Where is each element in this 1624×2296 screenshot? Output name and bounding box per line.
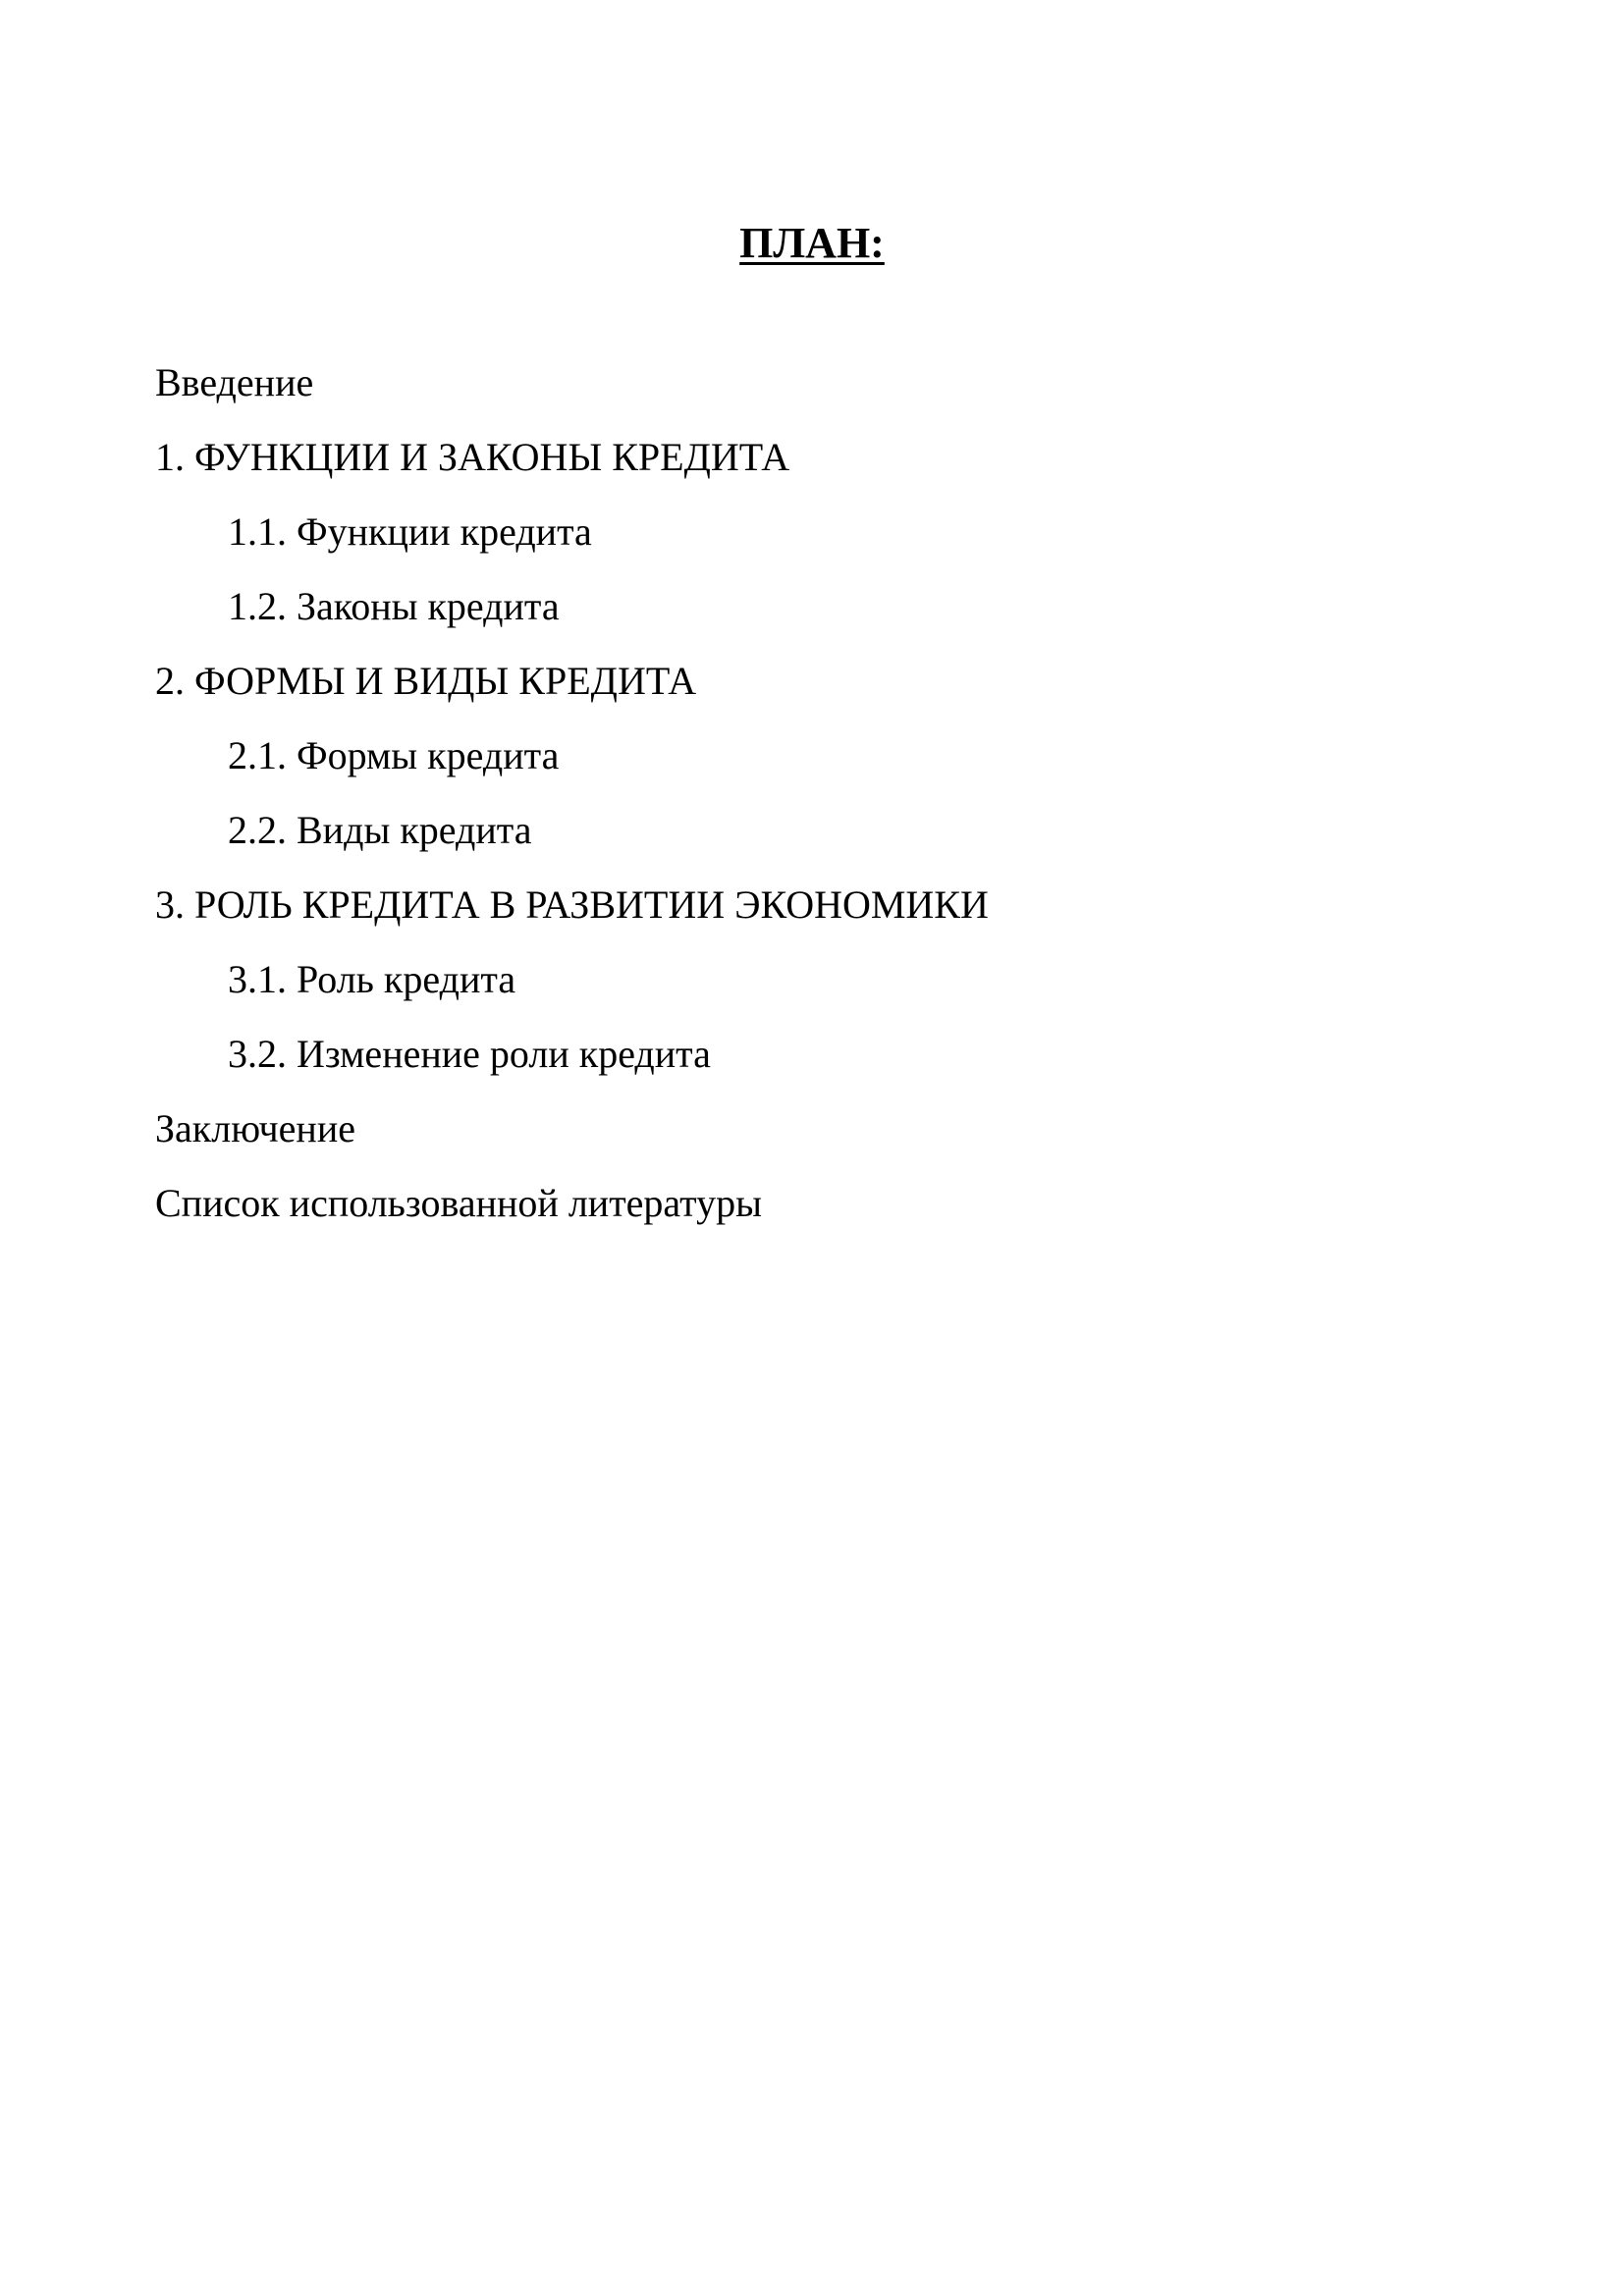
table-of-contents <box>155 360 989 1258</box>
toc-item-section-3-2: 3.2. Изменение роли кредита <box>228 1032 711 1076</box>
toc-item-section-1-2: 1.2. Законы кредита <box>228 584 560 628</box>
toc-item-section-3: 3. РОЛЬ КРЕДИТА В РАЗВИТИИ ЭКОНОМИКИ <box>155 882 989 927</box>
page-title: ПЛАН: <box>739 219 885 267</box>
toc-item-section-1-1: 1.1. Функции кредита <box>228 509 592 554</box>
toc-item-section-2-1: 2.1. Формы кредита <box>228 733 560 777</box>
toc-item-section-2-2: 2.2. Виды кредита <box>228 808 532 852</box>
toc-item-conclusion: Заключение <box>155 1106 355 1150</box>
toc-item-bibliography: Список использованной литературы <box>155 1181 762 1225</box>
toc-item-section-2: 2. ФОРМЫ И ВИДЫ КРЕДИТА <box>155 659 697 703</box>
toc-item-section-3-1: 3.1. Роль кредита <box>228 957 516 1001</box>
toc-item-introduction: Введение <box>155 360 314 404</box>
toc-item-section-1: 1. ФУНКЦИИ И ЗАКОНЫ КРЕДИТА <box>155 435 790 479</box>
